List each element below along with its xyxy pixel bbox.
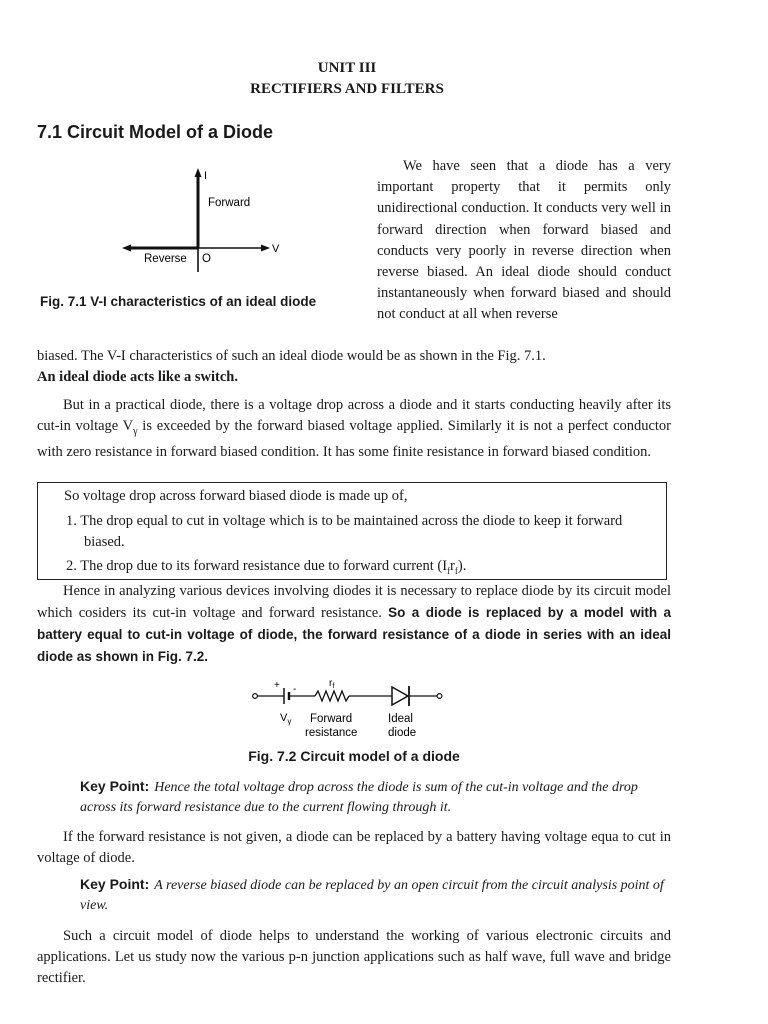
intro-paragraph: [377, 156, 671, 326]
key-point-2-label: Key Point:: [80, 876, 150, 892]
unit-header: [0, 58, 694, 100]
intro-continued-text: biased. The V-I characteristics of such an ideal diode would be as shown in the Fig. 7.1.: [37, 348, 546, 364]
key-point-2-text: A reverse biased diode can be replaced by an open circuit from the circuit analysis point of view.: [80, 878, 664, 913]
model-text: [37, 581, 671, 668]
right-terminal: [437, 694, 442, 699]
box-item-2-prefix: 2. The drop due to its forward resistance due to forward current (I: [66, 558, 448, 574]
practical-text-part2: is exceeded by the forward biased voltage applied. Similarly it is not a perfect conductor with zero resistance in forward biased condition. It has some finite resistance in forward biased condition.: [37, 418, 671, 460]
key-point-1: [80, 776, 673, 818]
vgamma-label: $V_\gamma$: [280, 712, 292, 726]
box-item-2-sub1: f: [447, 565, 451, 576]
reverse-label: Reverse: [144, 253, 187, 265]
v-axis-arrow: [261, 245, 270, 252]
ideal-diode-label-2: diode: [388, 727, 417, 739]
forward-label: Forward: [208, 197, 251, 209]
forward-resistance-label-1: Forward: [310, 713, 353, 725]
battery-paragraph: [37, 827, 671, 869]
closing-paragraph: [37, 926, 671, 989]
resistor-zigzag: [315, 691, 349, 701]
battery-plus: +: [274, 680, 280, 691]
origin-label: O: [202, 253, 211, 265]
key-point-1-label: Key Point:: [80, 778, 150, 794]
model-paragraph: [37, 581, 671, 668]
practical-text-part1: But in a practical diode, there is a voltage drop across a diode and it starts conducting heavily after its cut-in voltage V: [37, 397, 671, 434]
voltage-drop-box: [37, 482, 667, 580]
left-terminal: [253, 694, 258, 699]
circuit-model-figure: [240, 672, 460, 744]
box-item-2-mid: r: [450, 558, 455, 574]
diode-triangle: [392, 687, 408, 705]
box-intro: So voltage drop across forward biased diode is made up of,: [64, 488, 408, 504]
fig2-caption: Fig. 7.2 Circuit model of a diode: [248, 748, 460, 764]
key-point-1-text: Hence the total voltage drop across the diode is sum of the cut-in voltage and the drop across its forward resistance due to the current flowing through it.: [80, 780, 638, 815]
box-item-2-suffix: ).: [457, 558, 467, 574]
ideal-switch-statement: An ideal diode acts like a switch.: [37, 369, 238, 385]
box-item-2: [64, 556, 658, 582]
forward-resistance-label-2: resistance: [305, 727, 358, 739]
model-text-plain: Hence in analyzing various devices involving diodes it is necessary to replace diode by its circuit model which cosiders its cut-in voltage and forward resistance.: [37, 583, 671, 621]
v-axis-label: V: [272, 243, 280, 255]
model-text-bold: So a diode is replaced by a model with a battery equal to cut-in voltage of diode, the forward resistance of a diode in series with an ideal diode as shown in Fig. 7.2.: [37, 605, 671, 664]
battery-text: If the forward resistance is not given, a diode can be replaced by a battery having voltage equa to cut in voltage of diode.: [37, 829, 671, 866]
unit-number: UNIT III: [317, 60, 377, 76]
fig1-caption: Fig. 7.1 V-I characteristics of an ideal diode: [40, 294, 317, 309]
intro-text: We have seen that a diode has a very important property that it permits only unidirectional conduction. It conducts very well in forward direction when forward biased and conducts very poorly in reverse direction when reverse biased. An ideal diode should conduct instantaneously when forward biased and should not conduct at all when reverse: [377, 158, 671, 323]
intro-continued: [37, 346, 671, 388]
key-point-2: [80, 874, 673, 916]
v-gamma-subscript: γ: [133, 425, 138, 437]
battery-minus: -: [293, 684, 297, 695]
practical-diode-paragraph: [37, 395, 671, 463]
vi-characteristics-figure: [120, 164, 300, 274]
box-item-2-sub2: f: [454, 565, 458, 576]
section-heading: 7.1 Circuit Model of a Diode: [37, 122, 274, 142]
i-axis-label: I: [204, 170, 208, 182]
box-item-1: 1. The drop equal to cut in voltage which is to be maintained across the diode to keep it forward biased.: [66, 513, 623, 550]
closing-text: Such a circuit model of diode helps to understand the working of various electronic circuits and applications. Let us study now the various p-n junction applications such as half wave, full wave and bridge rectifier.: [37, 928, 671, 986]
ideal-diode-label-1: Ideal: [388, 713, 413, 725]
unit-subtitle: RECTIFIERS AND FILTERS: [250, 81, 444, 97]
rf-label: $r_f$: [329, 678, 335, 690]
practical-text: [37, 395, 671, 463]
